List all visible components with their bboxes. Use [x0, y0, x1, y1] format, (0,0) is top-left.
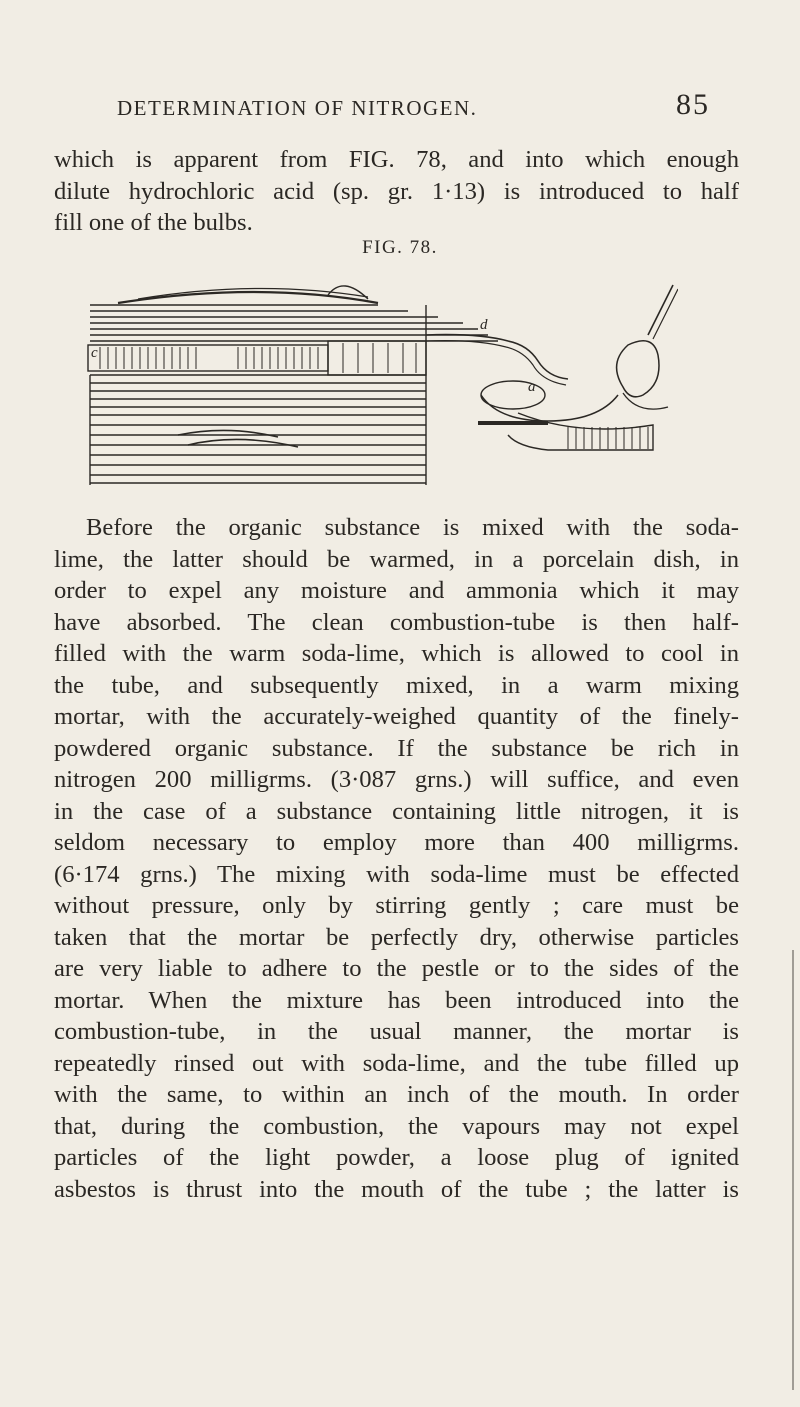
text-line: powdered organic substance. If the substance be rich in [54, 734, 739, 762]
text-line: the tube, and subsequently mixed, in a warm mixing [54, 671, 739, 699]
text-line: are very liable to adhere to the pestle or to the sides of the [54, 955, 739, 982]
text-line: filled with the warm soda-lime, which is allowed to cool in [54, 640, 739, 667]
text-line: seldom necessary to employ more than 400 milligrms. [54, 829, 739, 856]
text-line: repeatedly rinsed out with soda-lime, and the tube filled up [54, 1049, 739, 1077]
text-line: asbestos is thrust into the mouth of the tube ; the latter is [54, 1175, 739, 1203]
text-line: Before the organic substance is mixed with the soda- [86, 514, 739, 541]
text-line: in the case of a substance containing little nitrogen, it is [54, 797, 739, 825]
bulb-apparatus [478, 285, 678, 450]
figure-label-a: a [528, 379, 536, 395]
text-line: without pressure, only by stirring gently ; care must be [54, 892, 739, 919]
figure-78-apparatus [78, 275, 678, 500]
text-line: particles of the light powder, a loose plug of ignited [54, 1144, 739, 1171]
text-line: combustion-tube, in the usual manner, the mortar is [54, 1018, 739, 1045]
text-line: which is apparent from FIG. 78, and into which enough [54, 146, 739, 173]
text-line: have absorbed. The clean combustion-tube is then half- [54, 608, 739, 636]
figure-caption: FIG. 78. [362, 237, 438, 258]
delivery-tube [426, 335, 568, 385]
paragraph-intro [54, 144, 739, 239]
text-line: that, during the combustion, the vapours may not expel [54, 1112, 739, 1140]
figure-label-d: d [480, 317, 488, 333]
text-line: taken that the mortar be perfectly dry, otherwise particles [54, 923, 739, 951]
text-line: mortar, with the accurately-weighed quantity of the finely- [54, 703, 739, 730]
page-number: 85 [676, 88, 710, 121]
text-line: lime, the latter should be warmed, in a porcelain dish, in [54, 545, 739, 573]
paragraph-main [54, 512, 739, 1205]
figure-label-c: c [91, 345, 98, 361]
text-line: with the same, to within an inch of the mouth. In order [54, 1081, 739, 1108]
furnace-body [88, 286, 498, 485]
text-line: (6·174 grns.) The mixing with soda-lime must be effected [54, 860, 739, 888]
text-line: nitrogen 200 milligrms. (3·087 grns.) will suffice, and even [54, 766, 739, 793]
text-line: fill one of the bulbs. [54, 209, 253, 236]
page-spine-shadow [792, 950, 794, 1390]
running-title: DETERMINATION OF NITROGEN. [117, 96, 478, 120]
text-line: mortar. When the mixture has been introduced into the [54, 986, 739, 1014]
text-line: dilute hydrochloric acid (sp. gr. 1·13) is introduced to half [54, 177, 739, 205]
text-line: order to expel any moisture and ammonia which it may [54, 577, 739, 604]
page-header [0, 88, 800, 136]
